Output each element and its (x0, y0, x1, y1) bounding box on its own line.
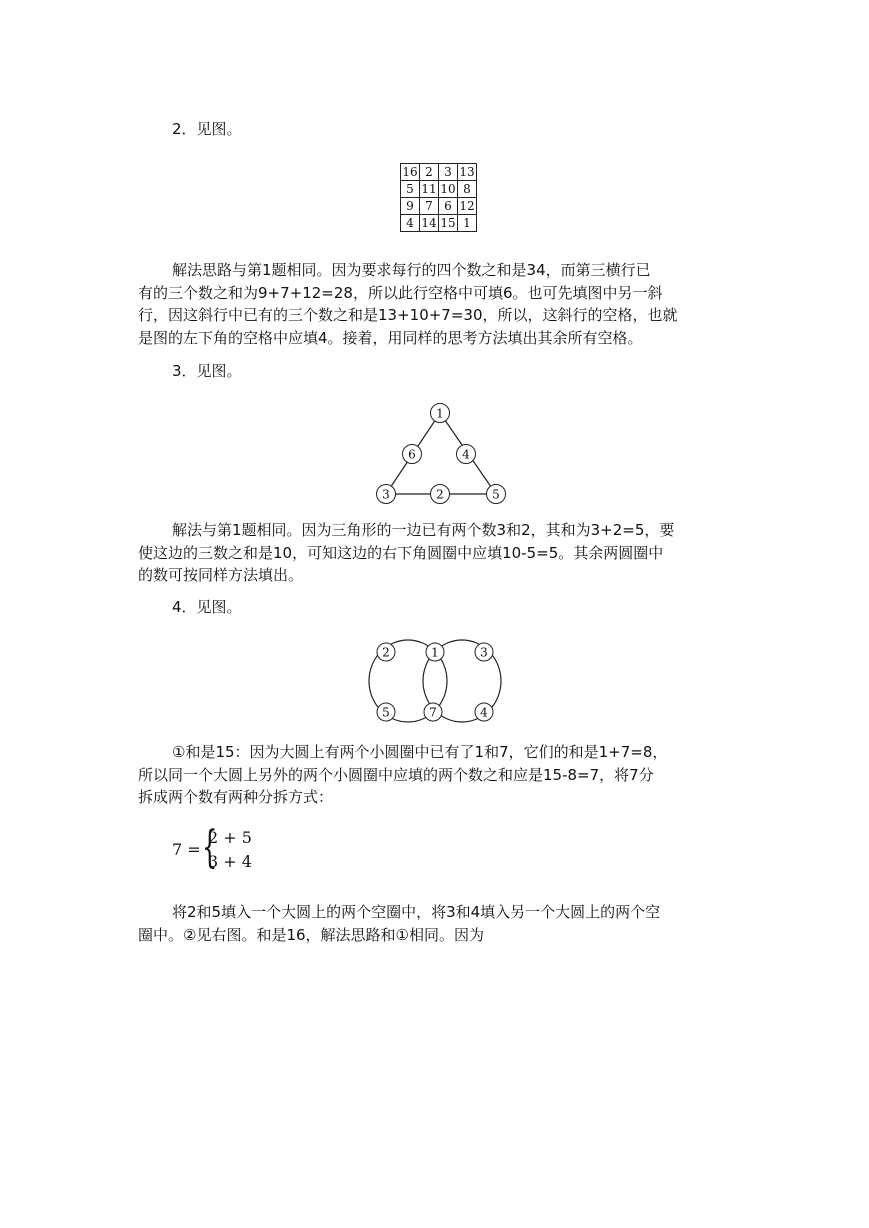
magic-square-row (401, 215, 477, 232)
svg-text:4: 4 (480, 705, 488, 720)
section-3-explanation (138, 519, 738, 587)
circle-node-top-mid (426, 643, 444, 661)
svg-text:1: 1 (431, 645, 439, 660)
paragraph-line: 所以同一个大圆上另外的两个小圆圈中应填的两个数之和应是15-8=7，将7分 (138, 765, 654, 784)
magic-square-row (401, 181, 477, 198)
magic-square-cell: 8 (458, 181, 477, 198)
svg-text:4: 4 (462, 447, 470, 462)
paragraph-line: 将2和5填入一个大圆上的两个空圈中，将3和4填入另一个大圆上的两个空 (172, 903, 661, 921)
magic-square-cell: 15 (440, 216, 456, 230)
section-4-explanation-b (138, 901, 738, 946)
paragraph-line: 圈中。②见右图。和是16，解法思路和①相同。因为 (138, 925, 484, 944)
formula-brace: { (202, 822, 218, 873)
svg-text:1: 1 (436, 406, 444, 421)
magic-square-cell: 10 (440, 182, 456, 196)
svg-text:2: 2 (382, 645, 390, 660)
triangle-diagram (360, 396, 520, 516)
section-2-explanation (138, 259, 738, 349)
section-4-explanation-a (138, 741, 738, 809)
paragraph-line: 的数可按同样方法填出。 (138, 566, 304, 584)
svg-text:7: 7 (429, 705, 437, 720)
magic-square-row (401, 164, 477, 181)
magic-square-cell: 6 (439, 198, 458, 215)
magic-square-cell: 13 (459, 165, 475, 179)
magic-square-cell: 3 (439, 164, 458, 181)
magic-square-cell: 7 (420, 198, 439, 215)
paragraph-line: 解法与第1题相同。因为三角形的一边已有两个数3和2，其和为3+2=5，要 (172, 521, 675, 539)
triangle-node-top (431, 404, 450, 423)
triangle-node-bottom-mid (431, 485, 450, 504)
formula-lhs: 7 = (172, 840, 201, 859)
paragraph-line: 解法思路与第1题相同。因为要求每行的四个数之和是34，而第三横行已 (172, 261, 651, 279)
svg-text:2: 2 (436, 487, 444, 502)
svg-text:5: 5 (382, 705, 390, 720)
paragraph-line: 是图的左下角的空格中应填4。接着，用同样的思考方法填出其余所有空格。 (138, 328, 643, 347)
paragraph-line: ①和是15：因为大圆上有两个小圆圈中已有了1和7，它们的和是1+7=8， (172, 743, 668, 761)
section-4-heading: 4．见图。 (172, 598, 242, 616)
section-3-heading: 3．见图。 (172, 362, 242, 380)
two-circles-diagram (360, 636, 520, 736)
circle-node-bottom-mid (424, 703, 442, 721)
paragraph-line: 有的三个数之和为9+7+12=28，所以此行空格中可填6。也可先填图中另一斜 (138, 283, 663, 302)
triangle-node-left-mid (403, 445, 422, 464)
svg-text:3: 3 (382, 487, 390, 502)
magic-square-cell: 5 (401, 181, 420, 198)
svg-text:3: 3 (480, 645, 488, 660)
magic-square-cell: 2 (420, 164, 439, 181)
circle-node-top-right (475, 643, 493, 661)
svg-text:6: 6 (408, 447, 416, 462)
magic-square (400, 163, 477, 232)
formula-option-1: 2 + 5 (208, 828, 252, 847)
paragraph-line: 行，因这斜行中已有的三个数之和是13+10+7=30，所以，这斜行的空格，也就 (138, 306, 678, 324)
magic-square-cell: 16 (402, 165, 418, 179)
svg-text:5: 5 (492, 487, 500, 502)
circle-node-bottom-right (475, 703, 493, 721)
triangle-node-bottom-right (487, 485, 506, 504)
magic-square-cell: 4 (401, 215, 420, 232)
triangle-node-right-mid (457, 445, 476, 464)
magic-square-cell: 12 (459, 199, 475, 213)
section-2-heading: 2．见图。 (172, 120, 242, 138)
formula-option-2: 3 + 4 (208, 852, 252, 871)
split-formula (172, 822, 262, 876)
magic-square-cell: 11 (421, 182, 437, 196)
magic-square-row (401, 198, 477, 215)
magic-square-cell: 1 (458, 215, 477, 232)
magic-square-cell: 9 (401, 198, 420, 215)
triangle-node-bottom-left (377, 485, 396, 504)
circle-node-bottom-left (377, 703, 395, 721)
magic-square-cell: 14 (421, 216, 437, 230)
paragraph-line: 拆成两个数有两种分拆方式： (138, 788, 334, 806)
paragraph-line: 使这边的三数之和是10，可知这边的右下角圆圈中应填10-5=5。其余两圆圈中 (138, 543, 664, 562)
circle-node-top-left (377, 643, 395, 661)
